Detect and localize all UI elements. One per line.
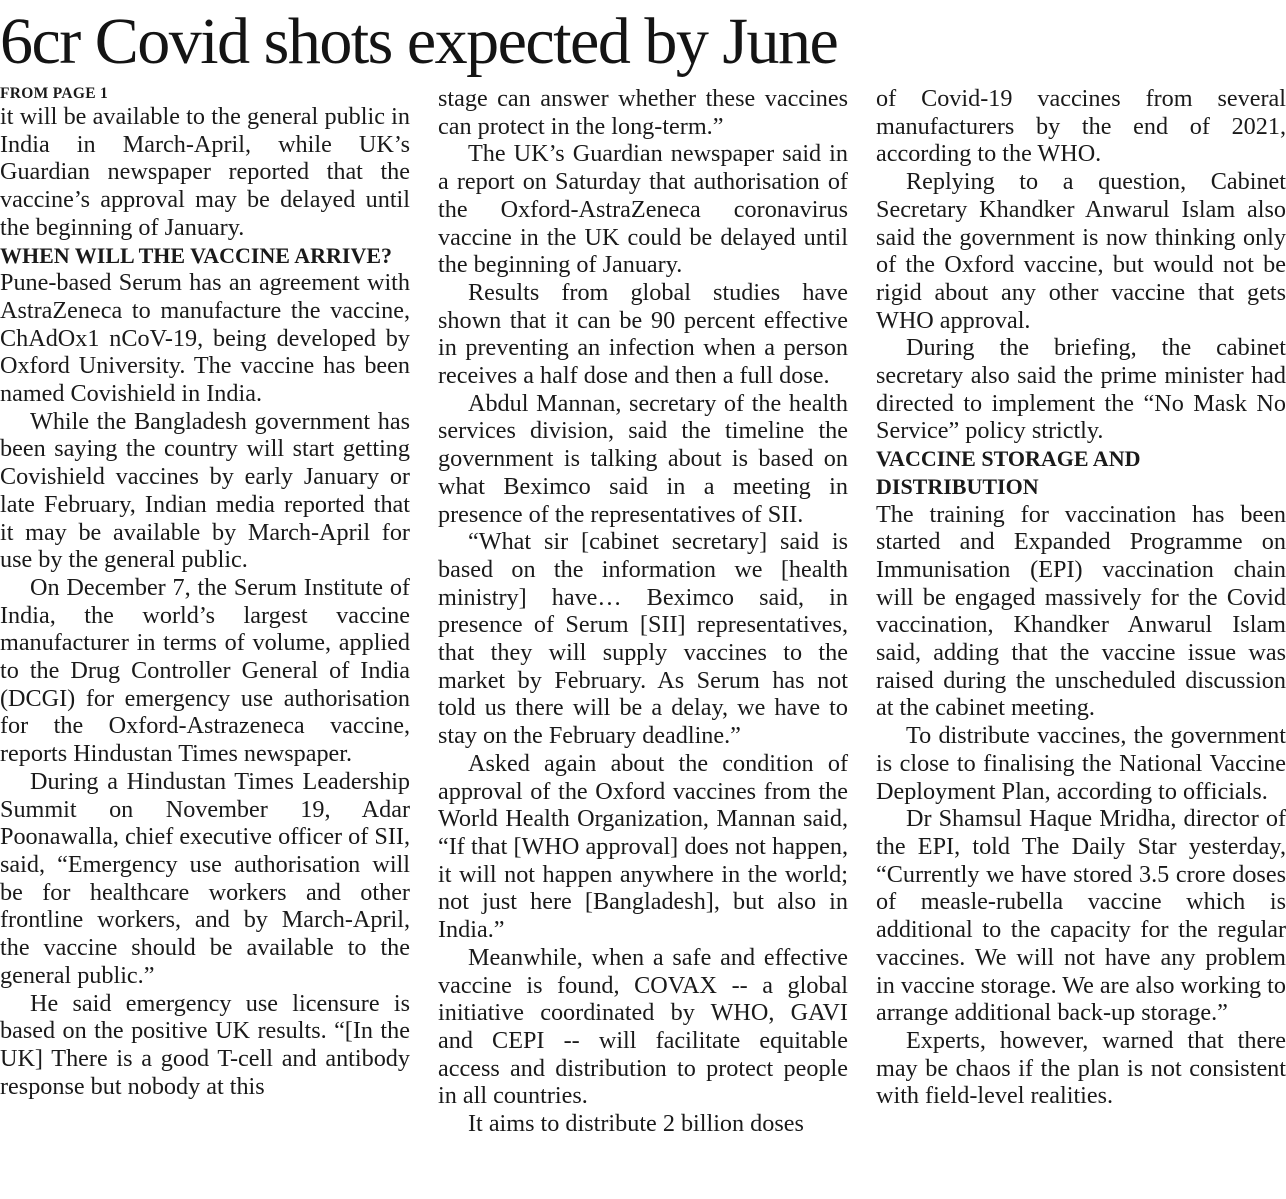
paragraph: On December 7, the Serum Institute of India, the world’s largest vaccine manufacturer in terms of volume, applied to the Drug Controller General of India (DCGI) for emergency use authorisation for the Oxford-Astrazeneca vaccine, reports Hindustan Times newspaper. bbox=[0, 573, 410, 768]
article-column-1 bbox=[0, 84, 410, 1100]
article-column-3 bbox=[876, 85, 1286, 1110]
subheading: VACCINE STORAGE AND DISTRIBUTION bbox=[876, 446, 1141, 499]
paragraph: Asked again about the condition of approval of the Oxford vaccines from the World Health Organization, Mannan said, “If that [WHO approval] does not happen, it will not happen anywhere in the world; not just here [Bangladesh], but also in India.” bbox=[438, 749, 848, 944]
paragraph: The UK’s Guardian newspaper said in a report on Saturday that authorisation of the Oxford-AstraZeneca coronavirus vaccine in the UK could be delayed until the beginning of January. bbox=[438, 140, 848, 279]
paragraph: During a Hindustan Times Leadership Summit on November 19, Adar Poonawalla, chief executive officer of SII, said, “Emergency use authorisation will be for healthcare workers and other frontline workers, and by March-April, the vaccine should be available to the general public.” bbox=[0, 767, 410, 989]
continuation-kicker: FROM PAGE 1 bbox=[0, 85, 109, 102]
paragraph: The training for vaccination has been started and Expanded Programme on Immunisation (EPI) vaccination chain will be engaged massively for the Covid vaccination, Khandker Anwarul Islam said, adding that the vaccine issue was raised during the unscheduled discussion at the cabinet meeting. bbox=[876, 500, 1286, 722]
headline: 6cr Covid shots expected by June bbox=[0, 5, 838, 78]
paragraph: He said emergency use licensure is based on the positive UK results. “[In the UK] There is a good T-cell and antibody response but nobody at this bbox=[0, 989, 410, 1100]
paragraph: While the Bangladesh government has been saying the country will start getting Covishield vaccines by early January or late February, Indian media reported that it may be available by March-April for use by the general public. bbox=[0, 407, 410, 574]
paragraph: To distribute vaccines, the government is close to finalising the National Vaccine Deployment Plan, according to officials. bbox=[876, 722, 1286, 805]
paragraph: Experts, however, warned that there may be chaos if the plan is not consistent with field-level realities. bbox=[876, 1026, 1286, 1110]
paragraph: Replying to a question, Cabinet Secretary Khandker Anwarul Islam also said the government is now thinking only of the Oxford vaccine, but would not be rigid about any other vaccine that gets WHO approval. bbox=[876, 168, 1286, 334]
paragraph: “What sir [cabinet secretary] said is based on the information we [health ministry] have… Beximco said, in presence of Serum [SII] representatives, that they will supply vaccines to the market by February. As Serum has not told us there will be a delay, we have to stay on the February deadline.” bbox=[438, 528, 848, 750]
paragraph: During the briefing, the cabinet secretary also said the prime minister had directed to implement the “No Mask No Service” policy strictly. bbox=[876, 334, 1286, 445]
paragraph: it will be available to the general public in India in March-April, while UK’s Guardian newspaper reported that the vaccine’s approval may be delayed until the beginning of January. bbox=[0, 103, 410, 241]
subheading: WHEN WILL THE VACCINE ARRIVE? bbox=[0, 242, 393, 268]
paragraph: It aims to distribute 2 billion doses bbox=[468, 1110, 804, 1138]
paragraph: stage can answer whether these vaccines can protect in the long-term.” bbox=[438, 85, 848, 140]
paragraph: Dr Shamsul Haque Mridha, director of the EPI, told The Daily Star yesterday, “Currently we have stored 3.5 crore doses of measle-rubella vaccine which is additional to the capacity for the regular vaccines. We will not have any problem in vaccine storage. We are also working to arrange additional back-up storage.” bbox=[876, 805, 1286, 1027]
paragraph: Meanwhile, when a safe and effective vaccine is found, COVAX -- a global initiative coordinated by WHO, GAVI and CEPI -- will facilitate equitable access and distribution to protect people in all countries. bbox=[438, 943, 848, 1110]
paragraph: Pune-based Serum has an agreement with AstraZeneca to manufacture the vaccine, ChAdOx1 nCoV-19, being developed by Oxford University. The vaccine has been named Covishield in India. bbox=[0, 269, 410, 408]
paragraph: Results from global studies have shown that it can be 90 percent effective in preventing an infection when a person receives a half dose and then a full dose. bbox=[438, 278, 848, 390]
paragraph: Abdul Mannan, secretary of the health services division, said the timeline the government is talking about is based on what Beximco said in a meeting in presence of the representatives of SII. bbox=[438, 389, 848, 528]
paragraph: of Covid-19 vaccines from several manufacturers by the end of 2021, according to the WHO. bbox=[876, 85, 1286, 168]
article-column-2 bbox=[438, 85, 848, 1138]
